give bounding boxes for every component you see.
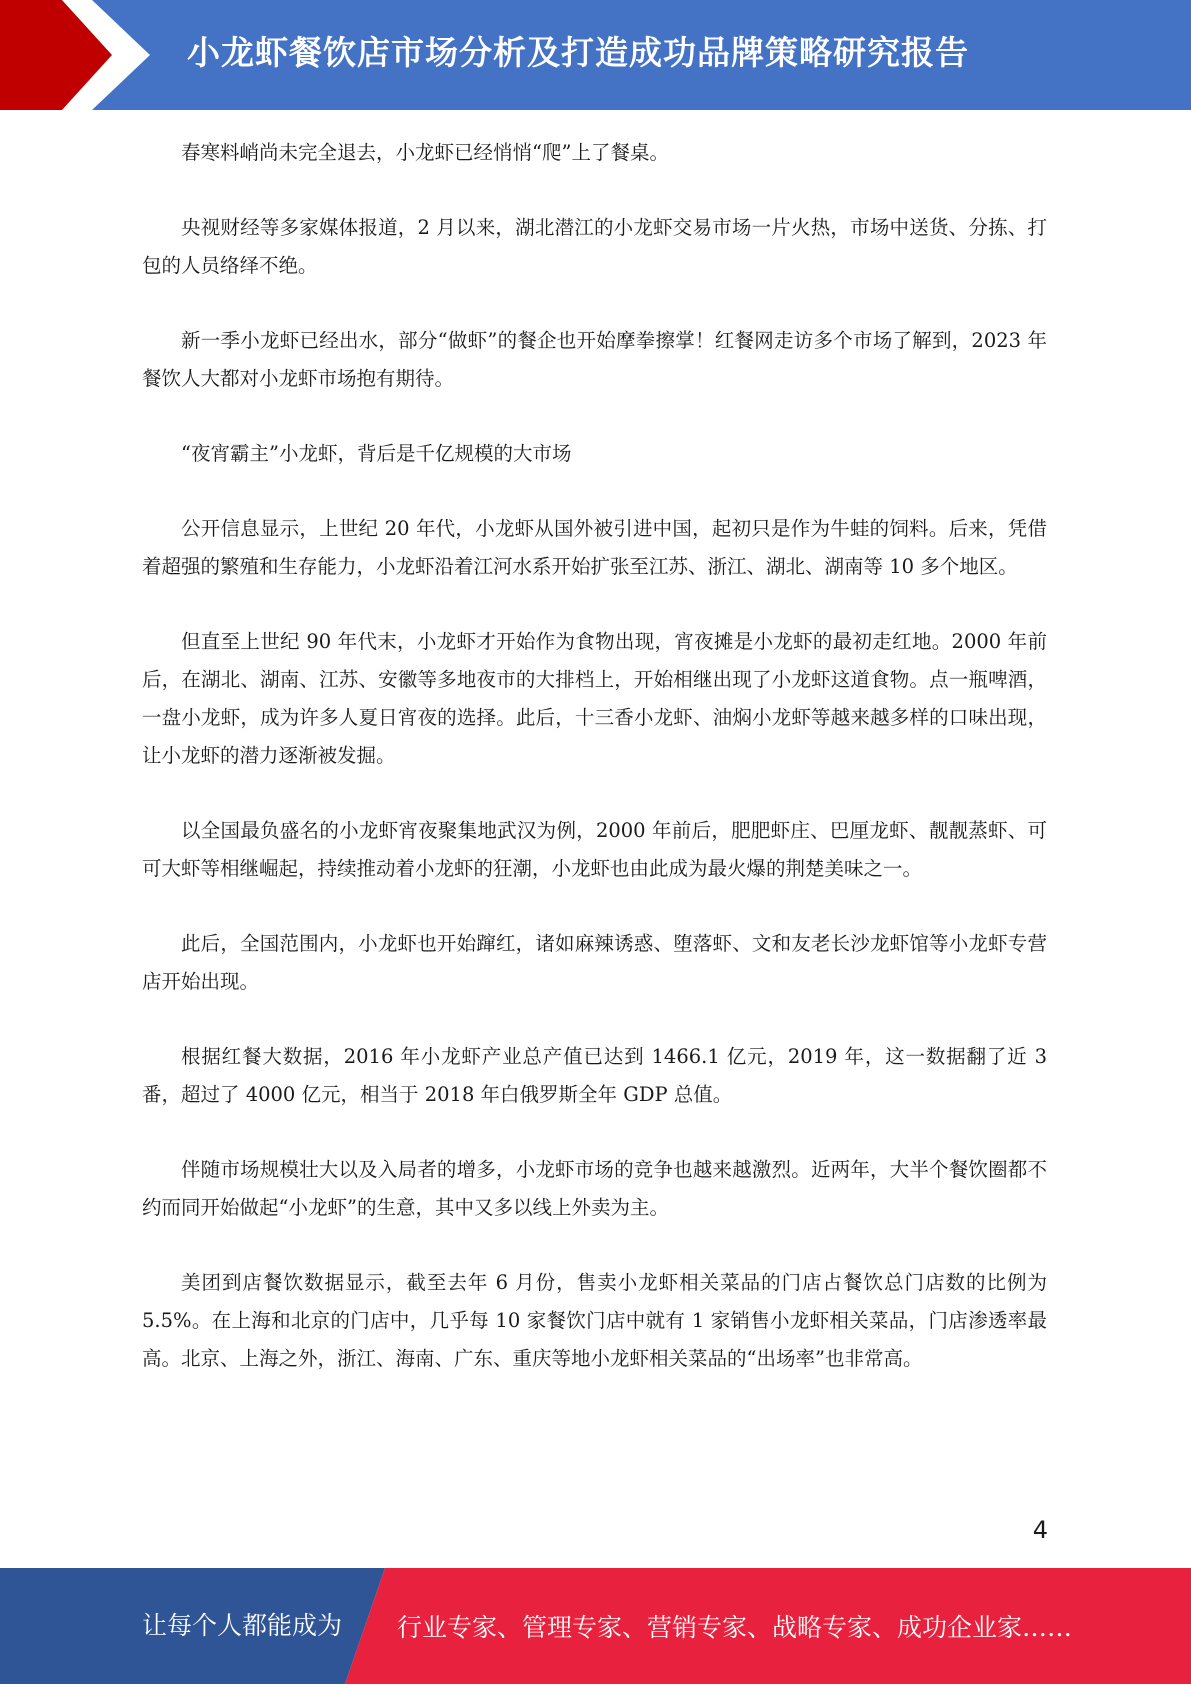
paragraph: 此后，全国范围内，小龙虾也开始蹿红，诸如麻辣诱惑、堕落虾、文和友老长沙龙虾馆等小龙虾专营店开始出现。 [142, 932, 1047, 993]
section-heading: “夜宵霸主”小龙虾，背后是千亿规模的大市场 [181, 442, 572, 465]
paragraph: 公开信息显示，上世纪 20 年代，小龙虾从国外被引进中国，起初只是作为牛蛙的饲料。后来，凭借着超强的繁殖和生存能力，小龙虾沿着江河水系开始扩张至江苏、浙江、湖北、湖南等 10 多个地区。 [142, 517, 1047, 578]
paragraph: 美团到店餐饮数据显示，截至去年 6 月份，售卖小龙虾相关菜品的门店占餐饮总门店数的比例为 5.5%。在上海和北京的门店中，几乎每 10 家餐饮门店中就有 1 家销售小龙虾相关菜品，门店渗透率最高。北京、上海之外，浙江、海南、广东、重庆等地小龙虾相关菜品的“出场率”也非常高。 [142, 1271, 1047, 1370]
paragraph: 春寒料峭尚未完全退去，小龙虾已经悄悄“爬”上了餐桌。 [181, 141, 669, 164]
report-title: 小龙虾餐饮店市场分析及打造成功品牌策略研究报告 [187, 33, 969, 72]
paragraph: 伴随市场规模壮大以及入局者的增多，小龙虾市场的竞争也越来越激烈。近两年，大半个餐饮圈都不约而同开始做起“小龙虾”的生意，其中又多以线上外卖为主。 [142, 1158, 1047, 1219]
page-footer [0, 1568, 1191, 1684]
header-chevron-graphic [0, 0, 160, 110]
footer-slogan-left: 让每个人都能成为 [142, 1611, 343, 1640]
paragraph: 新一季小龙虾已经出水，部分“做虾”的餐企也开始摩拳擦掌！红餐网走访多个市场了解到，2023 年餐饮人大都对小龙虾市场抱有期待。 [142, 329, 1047, 390]
footer-slogan-right: 行业专家、管理专家、营销专家、战略专家、成功企业家…… [397, 1613, 1073, 1642]
paragraph: 以全国最负盛名的小龙虾宵夜聚集地武汉为例，2000 年前后，肥肥虾庄、巴厘龙虾、靓靓蒸虾、可可大虾等相继崛起，持续推动着小龙虾的狂潮，小龙虾也由此成为最火爆的荆楚美味之一。 [142, 819, 1047, 880]
page-header [0, 0, 1191, 110]
paragraph: 根据红餐大数据，2016 年小龙虾产业总产值已达到 1466.1 亿元，2019 年，这一数据翻了近 3 番，超过了 4000 亿元，相当于 2018 年白俄罗斯全年 GDP 总值。 [142, 1045, 1047, 1106]
paragraph: 央视财经等多家媒体报道，2 月以来，湖北潜江的小龙虾交易市场一片火热，市场中送货、分拣、打包的人员络绎不绝。 [142, 216, 1047, 277]
page-number: 4 [1032, 1516, 1048, 1544]
paragraph: 但直至上世纪 90 年代末，小龙虾才开始作为食物出现，宵夜摊是小龙虾的最初走红地。2000 年前后，在湖北、湖南、江苏、安徽等多地夜市的大排档上，开始相继出现了小龙虾这道食物。点一瓶啤酒，一盘小龙虾，成为许多人夏日宵夜的选择。此后，十三香小龙虾、油焖小龙虾等越来越多样的口味出现，让小龙虾的潜力逐渐被发掘。 [142, 630, 1047, 767]
document-body [142, 134, 1047, 1415]
